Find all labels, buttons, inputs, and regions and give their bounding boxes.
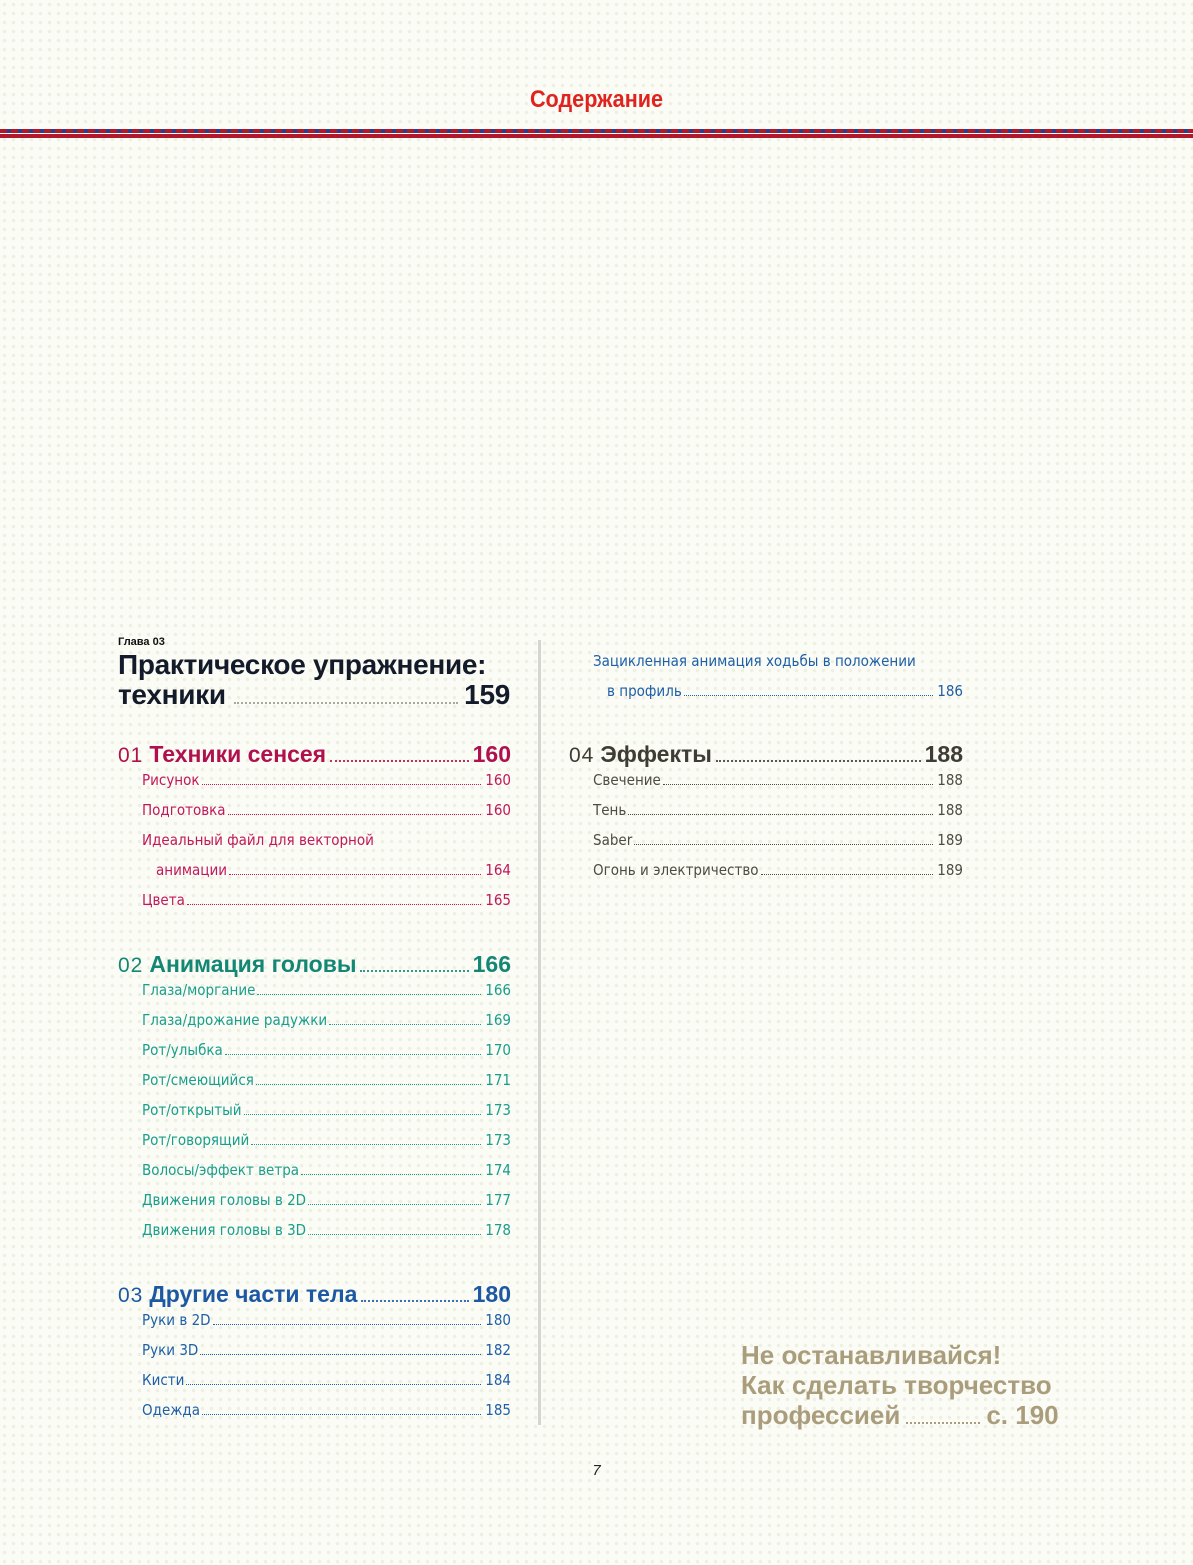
- header-stripe: [0, 129, 1193, 138]
- entry-label: Зацикленная анимация ходьбы в положении: [593, 652, 916, 670]
- entry-page: 166: [485, 981, 511, 999]
- entry-label: Идеальный файл для векторной: [142, 831, 374, 849]
- section-title: Эффекты: [600, 741, 712, 767]
- leader-dots: [244, 1114, 482, 1115]
- toc-entry[interactable]: [142, 1041, 511, 1071]
- entry-label: Огонь и электричество: [593, 861, 759, 879]
- leader-dots: [257, 994, 481, 995]
- toc-entry[interactable]: [593, 861, 963, 891]
- promo-line1: Не останавливайся!: [741, 1340, 1002, 1370]
- section-page: 166: [472, 951, 511, 977]
- entry-page: 188: [937, 771, 963, 789]
- entry-label: Глаза/моргание: [142, 981, 256, 999]
- entry-page: 177: [485, 1191, 511, 1209]
- leader-dots: [329, 1024, 481, 1025]
- toc-entry[interactable]: [593, 652, 963, 682]
- leader-dots: [187, 904, 481, 905]
- toc-entry[interactable]: [142, 1071, 511, 1101]
- entry-label: Saber: [593, 831, 633, 849]
- toc-section-body-parts-continued: [593, 652, 963, 712]
- page-number: 7: [592, 1462, 601, 1479]
- leader-dots: [628, 814, 933, 815]
- promo-line3: профессией: [741, 1400, 901, 1430]
- entry-label: Глаза/дрожание радужки: [142, 1011, 328, 1029]
- entry-page: 160: [485, 801, 511, 819]
- chapter-label: Глава 03: [118, 636, 165, 648]
- section-page: 180: [472, 1281, 511, 1307]
- toc-entry-continued[interactable]: [142, 861, 511, 891]
- leader-dots: [251, 1144, 481, 1145]
- entry-page: 164: [485, 861, 511, 879]
- leader-dots: [225, 1054, 481, 1055]
- toc-entry[interactable]: [142, 1101, 511, 1131]
- entry-label: Цвета: [142, 891, 185, 909]
- entry-label: Рот/улыбка: [142, 1041, 223, 1059]
- toc-entry[interactable]: [142, 771, 511, 801]
- entry-label: Волосы/эффект ветра: [142, 1161, 300, 1179]
- entry-page: 169: [485, 1011, 511, 1029]
- entry-page: 170: [485, 1041, 511, 1059]
- toc-entry[interactable]: [593, 831, 963, 861]
- section-number: 01: [118, 744, 144, 767]
- entry-label: Подготовка: [142, 801, 226, 819]
- leader-dots: [308, 1234, 481, 1235]
- promo-line2: Как сделать творчество: [741, 1370, 1052, 1400]
- entry-page: 189: [937, 831, 963, 849]
- toc-entry[interactable]: [142, 981, 511, 1011]
- section-number: 03: [118, 1284, 144, 1307]
- chapter-title: [118, 650, 510, 710]
- toc-entry[interactable]: [142, 1011, 511, 1041]
- toc-entry[interactable]: [142, 1221, 511, 1251]
- section-title: Другие части тела: [149, 1281, 358, 1307]
- toc-entry[interactable]: [142, 1341, 511, 1371]
- section-title: Техники сенсея: [149, 741, 327, 767]
- entry-page: 178: [485, 1221, 511, 1239]
- entry-page: 174: [485, 1161, 511, 1179]
- entry-label: анимации: [156, 861, 228, 879]
- entry-label: Одежда: [142, 1401, 201, 1419]
- entry-label: Рисунок: [142, 771, 200, 789]
- toc-section-effects: [569, 741, 963, 891]
- leader-dots: [684, 695, 933, 696]
- entry-page: 173: [485, 1101, 511, 1119]
- toc-section-body-parts: [118, 1281, 511, 1431]
- chapter-title-line1: Практическое упражнение:: [118, 649, 487, 680]
- toc-entry-continued[interactable]: [593, 682, 963, 712]
- leader-dots: [229, 874, 481, 875]
- entry-label: Движения головы в 2D: [142, 1191, 307, 1209]
- leader-dots: [663, 784, 933, 785]
- entry-page: 171: [485, 1071, 511, 1089]
- toc-entry[interactable]: [142, 1371, 511, 1401]
- leader-dots: [200, 1354, 481, 1355]
- chapter-page: 159: [464, 679, 510, 710]
- leader-dots: [634, 844, 933, 845]
- toc-entry[interactable]: [142, 801, 511, 831]
- leader-dots: [308, 1204, 481, 1205]
- entry-page: 182: [485, 1341, 511, 1359]
- leader-dots: [716, 760, 921, 762]
- leader-dots: [186, 1384, 481, 1385]
- entry-label: Движения головы в 3D: [142, 1221, 307, 1239]
- entry-label: в профиль: [607, 682, 682, 700]
- toc-section-techniques: [118, 741, 511, 921]
- section-number: 02: [118, 954, 144, 977]
- toc-entry[interactable]: [142, 1161, 511, 1191]
- section-title: Анимация головы: [149, 951, 357, 977]
- section-page: 160: [472, 741, 511, 767]
- entry-page: 180: [485, 1311, 511, 1329]
- leader-dots: [228, 814, 482, 815]
- toc-entry[interactable]: [142, 1401, 511, 1431]
- leader-dots: [906, 1422, 980, 1424]
- section-heading[interactable]: [118, 951, 511, 981]
- entry-page: 188: [937, 801, 963, 819]
- entry-page: 173: [485, 1131, 511, 1149]
- section-page: 188: [924, 741, 963, 767]
- entry-label: Свечение: [593, 771, 661, 789]
- section-heading[interactable]: [118, 741, 511, 771]
- chapter-title-line2: техники: [118, 679, 226, 710]
- leader-dots: [213, 1324, 482, 1325]
- entry-label: Рот/смеющийся: [142, 1071, 254, 1089]
- toc-entry[interactable]: [593, 771, 963, 801]
- toc-entry[interactable]: [142, 1191, 511, 1221]
- section-number: 04: [569, 744, 595, 767]
- entry-page: 160: [485, 771, 511, 789]
- toc-entry[interactable]: [142, 1131, 511, 1161]
- toc-entry[interactable]: [142, 891, 511, 921]
- entry-label: Рот/открытый: [142, 1101, 242, 1119]
- entry-page: 186: [937, 682, 963, 700]
- leader-dots: [301, 1174, 481, 1175]
- promo-page: с. 190: [986, 1400, 1059, 1430]
- leader-dots: [360, 970, 468, 972]
- toc-section-head-animation: [118, 951, 511, 1251]
- leader-dots: [234, 702, 458, 704]
- leader-dots: [761, 874, 934, 875]
- toc-entry[interactable]: [142, 831, 511, 861]
- entry-label: Кисти: [142, 1371, 185, 1389]
- column-divider: [538, 640, 541, 1425]
- section-heading[interactable]: [118, 1281, 511, 1311]
- leader-dots: [256, 1084, 481, 1085]
- leader-dots: [361, 1300, 468, 1302]
- section-heading[interactable]: [569, 741, 963, 771]
- leader-dots: [330, 760, 469, 762]
- leader-dots: [202, 784, 482, 785]
- entry-label: Рот/говорящий: [142, 1131, 250, 1149]
- entry-label: Руки в 2D: [142, 1311, 211, 1329]
- entry-page: 184: [485, 1371, 511, 1389]
- entry-page: 189: [937, 861, 963, 879]
- promo-block[interactable]: [741, 1340, 1061, 1430]
- entry-page: 165: [485, 891, 511, 909]
- leader-dots: [202, 1414, 481, 1415]
- toc-entry[interactable]: [593, 801, 963, 831]
- page-title: Содержание: [529, 86, 664, 113]
- toc-entry[interactable]: [142, 1311, 511, 1341]
- entry-label: Тень: [593, 801, 627, 819]
- entry-label: Руки 3D: [142, 1341, 199, 1359]
- entry-page: 185: [485, 1401, 511, 1419]
